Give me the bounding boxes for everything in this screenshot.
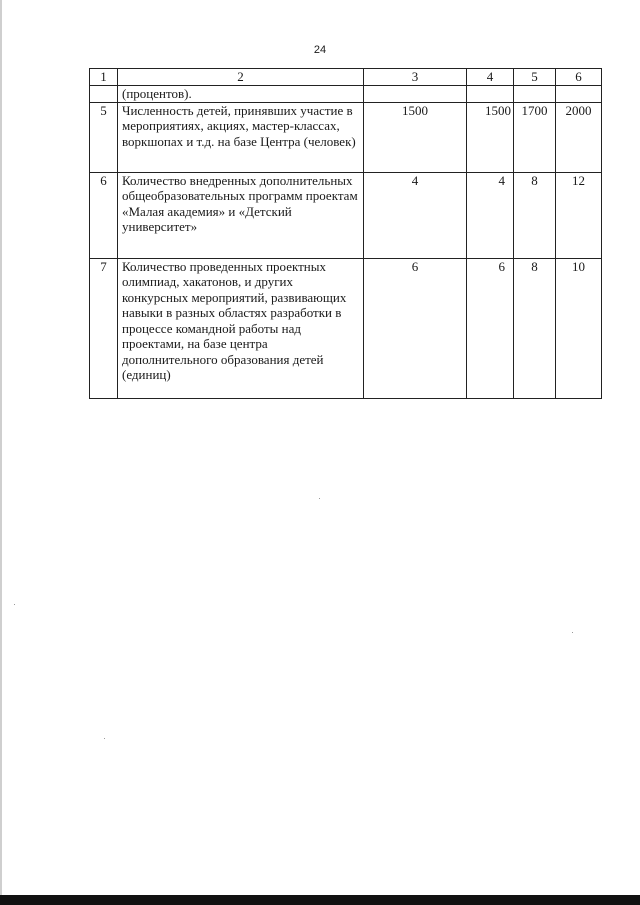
- description-cell: (процентов).: [118, 86, 364, 103]
- value-cell: 1500: [467, 102, 514, 172]
- table-header-row: [90, 69, 602, 86]
- description-cell: Численность детей, принявших участие в мероприятиях, акциях, мастер-классах, воркшопах и т.д. на базе Центра (человек): [118, 102, 364, 172]
- value-cell: [467, 86, 514, 103]
- row-number-cell: 7: [90, 258, 118, 398]
- indicators-table: [89, 68, 602, 399]
- table-row-continuation: [90, 86, 602, 103]
- value-cell: 1700: [514, 102, 556, 172]
- row-number-cell: 6: [90, 172, 118, 258]
- value-cell: 10: [556, 258, 602, 398]
- scan-speck: [572, 632, 573, 633]
- scan-speck: [319, 498, 320, 499]
- header-cell: 6: [556, 69, 602, 86]
- scan-bottom-edge: [0, 895, 640, 905]
- value-cell: [556, 86, 602, 103]
- value-cell: [514, 86, 556, 103]
- row-number-cell: [90, 86, 118, 103]
- table-row: [90, 102, 602, 172]
- value-cell: 4: [467, 172, 514, 258]
- scan-speck: [104, 738, 105, 739]
- header-cell: 3: [364, 69, 467, 86]
- value-cell: 8: [514, 258, 556, 398]
- value-cell: 4: [364, 172, 467, 258]
- value-cell: 8: [514, 172, 556, 258]
- table-row: [90, 258, 602, 398]
- header-cell: 1: [90, 69, 118, 86]
- scan-speck: [14, 604, 15, 605]
- header-cell: 5: [514, 69, 556, 86]
- value-cell: 2000: [556, 102, 602, 172]
- header-cell: 4: [467, 69, 514, 86]
- page-number: 24: [313, 44, 327, 56]
- table-row: [90, 172, 602, 258]
- value-cell: [364, 86, 467, 103]
- value-cell: 6: [364, 258, 467, 398]
- description-cell: Количество внедренных дополнительных общеобразовательных программ проектам «Малая академия» и «Детский университет»: [118, 172, 364, 258]
- value-cell: 1500: [364, 102, 467, 172]
- row-number-cell: 5: [90, 102, 118, 172]
- value-cell: 6: [467, 258, 514, 398]
- description-cell: Количество проведенных проектных олимпиад, хакатонов, и других конкурсных мероприятий, развивающих навыки в разных областях разработки в процессе командной работы над проектами, на базе центра дополнительного образования детей (единиц): [118, 258, 364, 398]
- header-cell: 2: [118, 69, 364, 86]
- value-cell: 12: [556, 172, 602, 258]
- scan-edge: [0, 0, 2, 905]
